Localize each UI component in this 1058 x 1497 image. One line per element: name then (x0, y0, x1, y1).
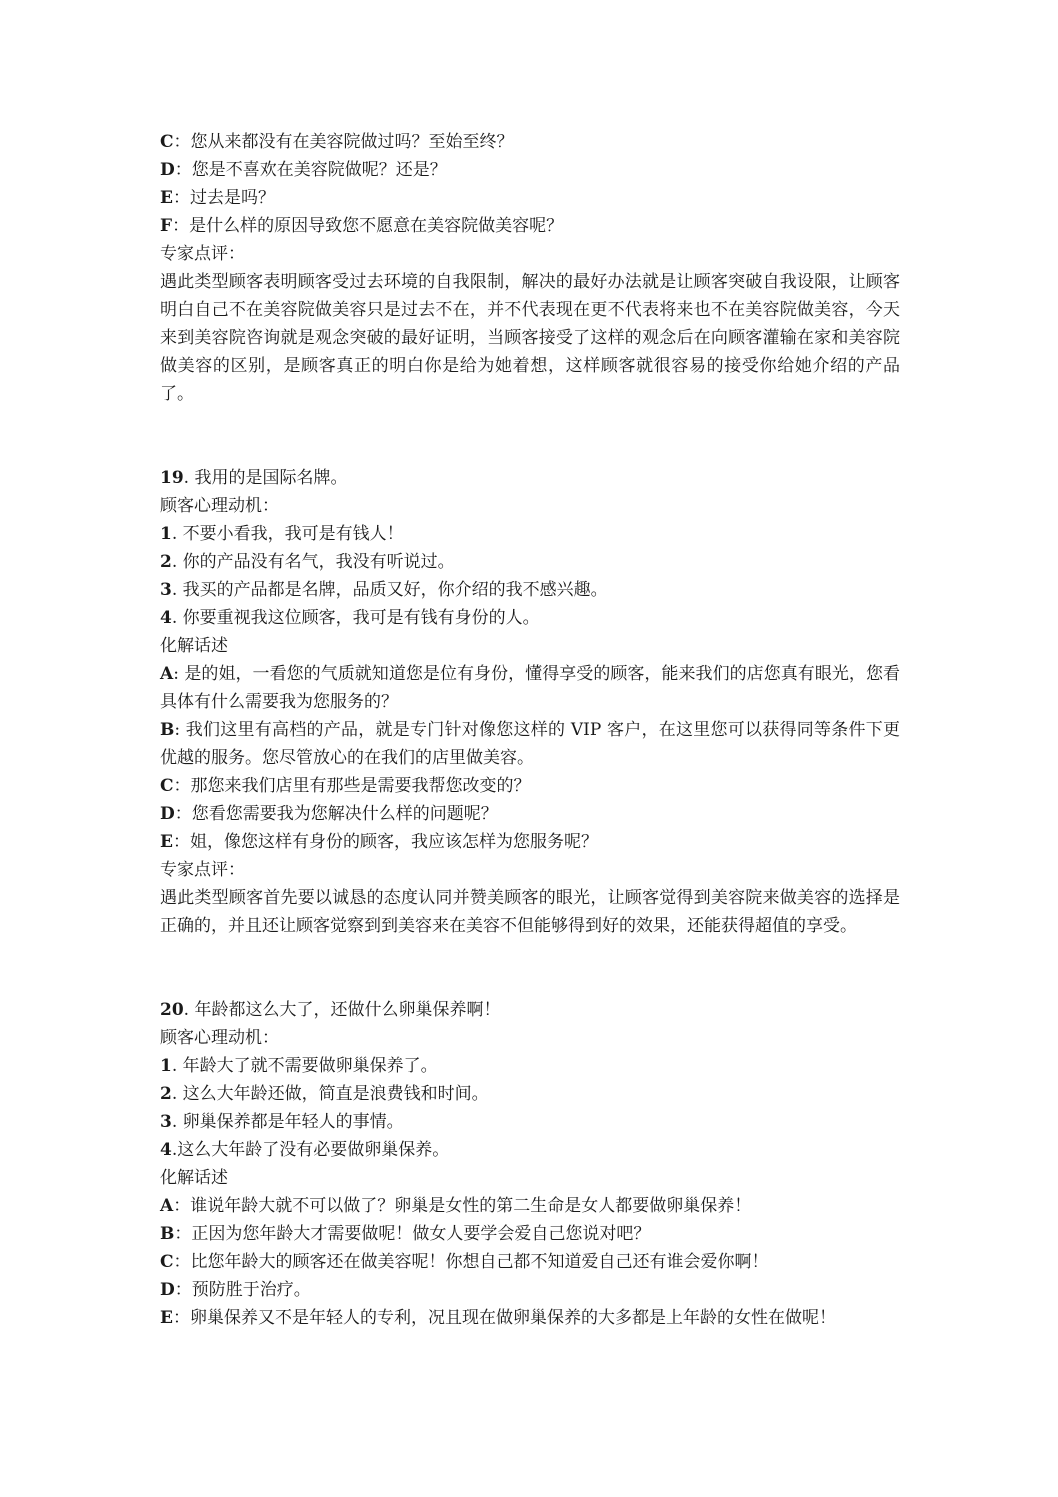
resolve-heading: 化解话述 (160, 1168, 228, 1188)
reply-line: D：预防胜于治疗。 (160, 1280, 311, 1300)
section-title: 19. 我用的是国际名牌。 (160, 468, 348, 488)
section-gap (160, 940, 900, 996)
reply-line: E：过去是吗？ (160, 188, 275, 208)
section-gap (160, 408, 900, 464)
section-title: 20. 年龄都这么大了，还做什么卵巢保养啊！ (160, 1000, 501, 1020)
motive-item: 3. 我买的产品都是名牌，品质又好，你介绍的我不感兴趣。 (160, 580, 608, 600)
motive-heading: 顾客心理动机： (160, 1028, 279, 1048)
reply-line: C：您从来都没有在美容院做过吗？至始至终？ (160, 132, 514, 152)
reply-paragraph: A: 是的姐，一看您的气质就知道您是位有身份，懂得享受的顾客，能来我们的店您真有眼光，您看具体有什么需要我为您服务的？ (160, 664, 900, 712)
reply-line: D：您看您需要我为您解决什么样的问题呢？ (160, 804, 498, 824)
motive-item: 4.这么大年龄了没有必要做卵巢保养。 (160, 1140, 450, 1160)
motive-heading: 顾客心理动机： (160, 496, 279, 516)
motive-item: 1. 年龄大了就不需要做卵巢保养了。 (160, 1056, 438, 1076)
reply-line: B：正因为您年龄大才需要做呢！做女人要学会爱自己您说对吧？ (160, 1224, 651, 1244)
motive-item: 1. 不要小看我，我可是有钱人！ (160, 524, 404, 544)
reply-line: C：比您年龄大的顾客还在做美容呢！你想自己都不知道爱自己还有谁会爱你啊！ (160, 1252, 769, 1272)
reply-line: E：卵巢保养又不是年轻人的专利，况且现在做卵巢保养的大多都是上年龄的女性在做呢！ (160, 1308, 836, 1328)
expert-paragraph: 遇此类型顾客首先要以诚恳的态度认同并赞美顾客的眼光，让顾客觉得到美容院来做美容的选择是正确的，并且还让顾客觉察到到美容来在美容不但能够得到好的效果，还能获得超值的享受。 (160, 888, 900, 936)
expert-heading: 专家点评： (160, 860, 245, 880)
motive-item: 4. 你要重视我这位顾客，我可是有钱有身份的人。 (160, 608, 540, 628)
reply-line: A：谁说年龄大就不可以做了？卵巢是女性的第二生命是女人都要做卵巢保养！ (160, 1196, 752, 1216)
reply-line: D：您是不喜欢在美容院做呢？还是？ (160, 160, 447, 180)
reply-line: E：姐，像您这样有身份的顾客，我应该怎样为您服务呢？ (160, 832, 598, 852)
expert-heading: 专家点评： (160, 244, 245, 264)
motive-item: 2. 你的产品没有名气，我没有听说过。 (160, 552, 455, 572)
reply-line: F：是什么样的原因导致您不愿意在美容院做美容呢？ (160, 216, 564, 236)
expert-paragraph: 遇此类型顾客表明顾客受过去环境的自我限制，解决的最好办法就是让顾客突破自我设限，让顾客明白自己不在美容院做美容只是过去不在，并不代表现在更不代表将来也不在美容院做美容，今天来到美容院咨询就是观念突破的最好证明，当顾客接受了这样的观念后在向顾客灌输在家和美容院做美容的区别，是顾客真正的明白你是给为她着想，这样顾客就很容易的接受你给她介绍的产品了。 (160, 272, 900, 404)
reply-paragraph: B: 我们这里有高档的产品，就是专门针对像您这样的 VIP 客户，在这里您可以获得同等条件下更优越的服务。您尽管放心的在我们的店里做美容。 (160, 720, 900, 768)
motive-item: 3. 卵巢保养都是年轻人的事情。 (160, 1112, 404, 1132)
motive-item: 2. 这么大年龄还做，简直是浪费钱和时间。 (160, 1084, 489, 1104)
resolve-heading: 化解话述 (160, 636, 228, 656)
document-page (160, 128, 900, 1332)
reply-line: C：那您来我们店里有那些是需要我帮您改变的？ (160, 776, 531, 796)
